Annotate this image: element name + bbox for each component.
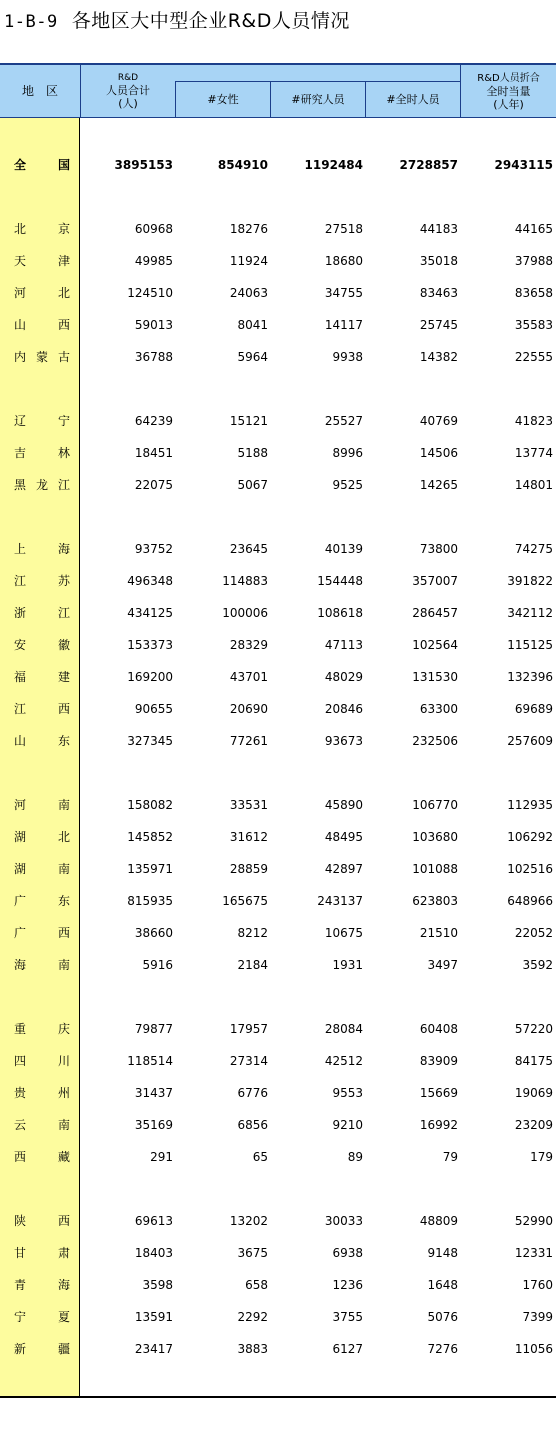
region-name: 云 南 <box>14 1118 70 1132</box>
table-row <box>0 539 556 559</box>
cell-female: 658 <box>245 1278 268 1292</box>
cell-fulltime: 7276 <box>427 1342 458 1356</box>
cell-fte: 35583 <box>514 318 553 332</box>
table-row <box>0 923 556 943</box>
cell-total: 5916 <box>142 958 173 972</box>
cell-total: 3598 <box>142 1278 173 1292</box>
table-row <box>0 1019 556 1039</box>
table-row <box>0 1083 556 1103</box>
region-name: 宁 夏 <box>14 1310 70 1324</box>
cell-female: 3675 <box>237 1246 268 1260</box>
table-row <box>0 475 556 495</box>
cell-researchers: 8996 <box>332 446 363 460</box>
region-name: 北 京 <box>14 222 70 236</box>
cell-fulltime: 16992 <box>419 1118 458 1132</box>
table-code: 1-B-9 <box>4 12 58 32</box>
header-fte-line3: (人年) <box>493 97 524 111</box>
cell-total: 3895153 <box>114 158 173 172</box>
cell-fte: 102516 <box>507 862 553 876</box>
cell-fulltime: 60408 <box>419 1022 458 1036</box>
cell-fte: 648966 <box>507 894 553 908</box>
cell-fulltime: 131530 <box>412 670 458 684</box>
cell-fte: 57220 <box>514 1022 553 1036</box>
cell-female: 6776 <box>237 1086 268 1100</box>
cell-researchers: 42512 <box>324 1054 363 1068</box>
region-name: 福 建 <box>14 670 70 684</box>
region-name: 甘 肃 <box>14 1246 70 1260</box>
cell-fulltime: 35018 <box>419 254 458 268</box>
header-fte <box>461 65 556 117</box>
region-name: 江 苏 <box>14 574 70 588</box>
region-name: 山 东 <box>14 734 70 748</box>
cell-fte: 13774 <box>514 446 553 460</box>
table-row <box>0 443 556 463</box>
region-name: 浙 江 <box>14 606 70 620</box>
cell-researchers: 27518 <box>324 222 363 236</box>
cell-fulltime: 25745 <box>419 318 458 332</box>
cell-researchers: 40139 <box>324 542 363 556</box>
cell-total: 124510 <box>127 286 173 300</box>
cell-researchers: 48029 <box>324 670 363 684</box>
cell-fulltime: 9148 <box>427 1246 458 1260</box>
cell-researchers: 14117 <box>324 318 363 332</box>
cell-fulltime: 79 <box>442 1150 458 1164</box>
table-row <box>0 1243 556 1263</box>
cell-female: 24063 <box>229 286 268 300</box>
table-row <box>0 571 556 591</box>
header-fte-line2: 全时当量 <box>486 84 531 98</box>
cell-fulltime: 14265 <box>419 478 458 492</box>
table-row <box>0 891 556 911</box>
table-title: 各地区大中型企业R&D人员情况 <box>71 10 350 32</box>
cell-fte: 19069 <box>514 1086 553 1100</box>
region-name: 陕 西 <box>14 1214 70 1228</box>
header-fulltime: #全时人员 <box>386 93 440 106</box>
cell-female: 8212 <box>237 926 268 940</box>
table-row-national-total <box>0 155 556 175</box>
cell-researchers: 18680 <box>324 254 363 268</box>
region-name: 海 南 <box>14 958 70 972</box>
region-name: 安 徽 <box>14 638 70 652</box>
cell-researchers: 6938 <box>332 1246 363 1260</box>
table-row <box>0 1275 556 1295</box>
cell-total: 79877 <box>134 1022 173 1036</box>
table-row <box>0 1211 556 1231</box>
cell-researchers: 1931 <box>332 958 363 972</box>
cell-researchers: 93673 <box>324 734 363 748</box>
table-row <box>0 1339 556 1359</box>
cell-total: 35169 <box>134 1118 173 1132</box>
cell-female: 23645 <box>229 542 268 556</box>
cell-fulltime: 14382 <box>419 350 458 364</box>
cell-total: 815935 <box>127 894 173 908</box>
cell-researchers: 45890 <box>324 798 363 812</box>
cell-fte: 106292 <box>507 830 553 844</box>
header-total-line1: R&D <box>117 72 139 83</box>
cell-fulltime: 15669 <box>419 1086 458 1100</box>
cell-fte: 22555 <box>514 350 553 364</box>
header-total-line3: (人) <box>118 96 138 110</box>
cell-fulltime: 286457 <box>412 606 458 620</box>
cell-fulltime: 103680 <box>412 830 458 844</box>
cell-female: 28859 <box>229 862 268 876</box>
cell-total: 18451 <box>134 446 173 460</box>
table-row <box>0 1307 556 1327</box>
cell-female: 43701 <box>229 670 268 684</box>
cell-researchers: 89 <box>347 1150 363 1164</box>
cell-fte: 74275 <box>514 542 553 556</box>
cell-total: 60968 <box>134 222 173 236</box>
cell-total: 49985 <box>134 254 173 268</box>
cell-female: 28329 <box>229 638 268 652</box>
cell-female: 3883 <box>237 1342 268 1356</box>
table-row <box>0 699 556 719</box>
cell-researchers: 30033 <box>324 1214 363 1228</box>
cell-fte: 11056 <box>514 1342 553 1356</box>
cell-fulltime: 44183 <box>419 222 458 236</box>
cell-researchers: 25527 <box>324 414 363 428</box>
cell-fte: 7399 <box>522 1310 553 1324</box>
table-row <box>0 1147 556 1167</box>
cell-total: 434125 <box>127 606 173 620</box>
cell-total: 145852 <box>127 830 173 844</box>
table-row <box>0 347 556 367</box>
region-name: 广 西 <box>14 926 70 940</box>
cell-fulltime: 357007 <box>412 574 458 588</box>
cell-fulltime: 63300 <box>419 702 458 716</box>
region-name: 辽 宁 <box>14 414 70 428</box>
cell-fulltime: 73800 <box>419 542 458 556</box>
header-divider <box>175 81 461 82</box>
cell-fulltime: 48809 <box>419 1214 458 1228</box>
region-name: 天 津 <box>14 254 70 268</box>
cell-researchers: 9210 <box>332 1118 363 1132</box>
cell-fte: 84175 <box>514 1054 553 1068</box>
cell-fte: 342112 <box>507 606 553 620</box>
region-name: 四 川 <box>14 1054 70 1068</box>
region-name: 新 疆 <box>14 1342 70 1356</box>
cell-female: 854910 <box>217 158 268 172</box>
cell-total: 13591 <box>134 1310 173 1324</box>
header-female: #女性 <box>207 93 239 106</box>
cell-fulltime: 2728857 <box>399 158 458 172</box>
cell-fulltime: 623803 <box>412 894 458 908</box>
cell-fte: 83658 <box>514 286 553 300</box>
cell-female: 18276 <box>229 222 268 236</box>
cell-researchers: 9525 <box>332 478 363 492</box>
region-column-band <box>0 118 80 1397</box>
cell-female: 77261 <box>229 734 268 748</box>
cell-researchers: 42897 <box>324 862 363 876</box>
cell-total: 118514 <box>127 1054 173 1068</box>
region-name: 青 海 <box>14 1278 70 1292</box>
cell-fulltime: 106770 <box>412 798 458 812</box>
cell-fulltime: 83909 <box>419 1054 458 1068</box>
table-row <box>0 219 556 239</box>
cell-fulltime: 232506 <box>412 734 458 748</box>
cell-researchers: 108618 <box>317 606 363 620</box>
region-name: 黑 龙 江 <box>14 478 70 492</box>
region-name: 广 东 <box>14 894 70 908</box>
region-name: 内 蒙 古 <box>14 350 70 364</box>
header-fte-line1: R&D人员折合 <box>477 72 540 84</box>
cell-fte: 37988 <box>514 254 553 268</box>
header-divider <box>80 65 81 118</box>
header-total <box>81 65 175 117</box>
region-name: 湖 北 <box>14 830 70 844</box>
region-name: 全 国 <box>14 158 70 172</box>
cell-researchers: 6127 <box>332 1342 363 1356</box>
table-row <box>0 411 556 431</box>
table-row <box>0 1051 556 1071</box>
table-row <box>0 603 556 623</box>
cell-fte: 1760 <box>522 1278 553 1292</box>
cell-fte: 22052 <box>514 926 553 940</box>
header-total-line2: 人员合计 <box>106 83 150 97</box>
cell-total: 496348 <box>127 574 173 588</box>
cell-total: 64239 <box>134 414 173 428</box>
cell-female: 5964 <box>237 350 268 364</box>
cell-researchers: 9553 <box>332 1086 363 1100</box>
table-row <box>0 635 556 655</box>
cell-total: 31437 <box>134 1086 173 1100</box>
cell-researchers: 34755 <box>324 286 363 300</box>
table-row <box>0 859 556 879</box>
cell-female: 31612 <box>229 830 268 844</box>
cell-fulltime: 83463 <box>419 286 458 300</box>
cell-total: 18403 <box>134 1246 173 1260</box>
table-row <box>0 283 556 303</box>
cell-total: 169200 <box>127 670 173 684</box>
cell-fulltime: 1648 <box>427 1278 458 1292</box>
table-header <box>0 63 556 118</box>
cell-researchers: 1236 <box>332 1278 363 1292</box>
table-row <box>0 795 556 815</box>
cell-researchers: 47113 <box>324 638 363 652</box>
cell-researchers: 243137 <box>317 894 363 908</box>
cell-female: 2184 <box>237 958 268 972</box>
cell-female: 165675 <box>222 894 268 908</box>
page-title <box>4 6 350 33</box>
cell-fte: 179 <box>530 1150 553 1164</box>
cell-fulltime: 3497 <box>427 958 458 972</box>
header-divider <box>460 65 461 118</box>
cell-fulltime: 21510 <box>419 926 458 940</box>
table-row <box>0 827 556 847</box>
header-divider <box>270 82 271 118</box>
cell-female: 33531 <box>229 798 268 812</box>
region-name: 河 南 <box>14 798 70 812</box>
region-name: 上 海 <box>14 542 70 556</box>
header-region: 地 区 <box>21 83 58 98</box>
cell-researchers: 10675 <box>324 926 363 940</box>
cell-total: 22075 <box>134 478 173 492</box>
cell-fte: 2943115 <box>494 158 553 172</box>
table-row <box>0 955 556 975</box>
table-bottom-rule <box>0 1396 556 1398</box>
table-row <box>0 251 556 271</box>
cell-female: 17957 <box>229 1022 268 1036</box>
cell-female: 20690 <box>229 702 268 716</box>
cell-total: 59013 <box>134 318 173 332</box>
header-divider <box>365 82 366 118</box>
region-name: 重 庆 <box>14 1022 70 1036</box>
cell-fte: 3592 <box>522 958 553 972</box>
cell-female: 8041 <box>237 318 268 332</box>
cell-total: 327345 <box>127 734 173 748</box>
cell-total: 291 <box>150 1150 173 1164</box>
cell-fulltime: 14506 <box>419 446 458 460</box>
cell-total: 90655 <box>134 702 173 716</box>
cell-total: 153373 <box>127 638 173 652</box>
cell-fte: 257609 <box>507 734 553 748</box>
region-name: 江 西 <box>14 702 70 716</box>
table-row <box>0 731 556 751</box>
cell-fte: 115125 <box>507 638 553 652</box>
cell-female: 5188 <box>237 446 268 460</box>
cell-researchers: 9938 <box>332 350 363 364</box>
cell-fte: 41823 <box>514 414 553 428</box>
region-name: 吉 林 <box>14 446 70 460</box>
cell-researchers: 1192484 <box>304 158 363 172</box>
cell-female: 27314 <box>229 1054 268 1068</box>
cell-fulltime: 40769 <box>419 414 458 428</box>
cell-total: 158082 <box>127 798 173 812</box>
cell-total: 23417 <box>134 1342 173 1356</box>
cell-female: 6856 <box>237 1118 268 1132</box>
header-divider <box>175 82 176 118</box>
cell-female: 5067 <box>237 478 268 492</box>
region-name: 贵 州 <box>14 1086 70 1100</box>
cell-fulltime: 5076 <box>427 1310 458 1324</box>
cell-female: 13202 <box>229 1214 268 1228</box>
cell-female: 114883 <box>222 574 268 588</box>
cell-fte: 391822 <box>507 574 553 588</box>
cell-researchers: 154448 <box>317 574 363 588</box>
table-row <box>0 1115 556 1135</box>
table-row <box>0 667 556 687</box>
cell-female: 2292 <box>237 1310 268 1324</box>
region-name: 山 西 <box>14 318 70 332</box>
cell-researchers: 48495 <box>324 830 363 844</box>
cell-fulltime: 101088 <box>412 862 458 876</box>
table-row <box>0 315 556 335</box>
cell-total: 69613 <box>134 1214 173 1228</box>
cell-researchers: 28084 <box>324 1022 363 1036</box>
cell-fte: 23209 <box>514 1118 553 1132</box>
cell-female: 15121 <box>229 414 268 428</box>
cell-fte: 12331 <box>514 1246 553 1260</box>
region-name: 河 北 <box>14 286 70 300</box>
cell-total: 36788 <box>134 350 173 364</box>
cell-total: 38660 <box>134 926 173 940</box>
cell-fte: 52990 <box>514 1214 553 1228</box>
cell-researchers: 3755 <box>332 1310 363 1324</box>
cell-total: 93752 <box>134 542 173 556</box>
cell-fte: 44165 <box>514 222 553 236</box>
cell-researchers: 20846 <box>324 702 363 716</box>
header-researchers: #研究人员 <box>291 93 345 106</box>
cell-total: 135971 <box>127 862 173 876</box>
cell-fte: 14801 <box>514 478 553 492</box>
cell-fte: 112935 <box>507 798 553 812</box>
cell-female: 100006 <box>222 606 268 620</box>
region-name: 西 藏 <box>14 1150 70 1164</box>
region-name: 湖 南 <box>14 862 70 876</box>
cell-fulltime: 102564 <box>412 638 458 652</box>
cell-female: 11924 <box>229 254 268 268</box>
cell-fte: 69689 <box>514 702 553 716</box>
cell-female: 65 <box>252 1150 268 1164</box>
cell-fte: 132396 <box>507 670 553 684</box>
